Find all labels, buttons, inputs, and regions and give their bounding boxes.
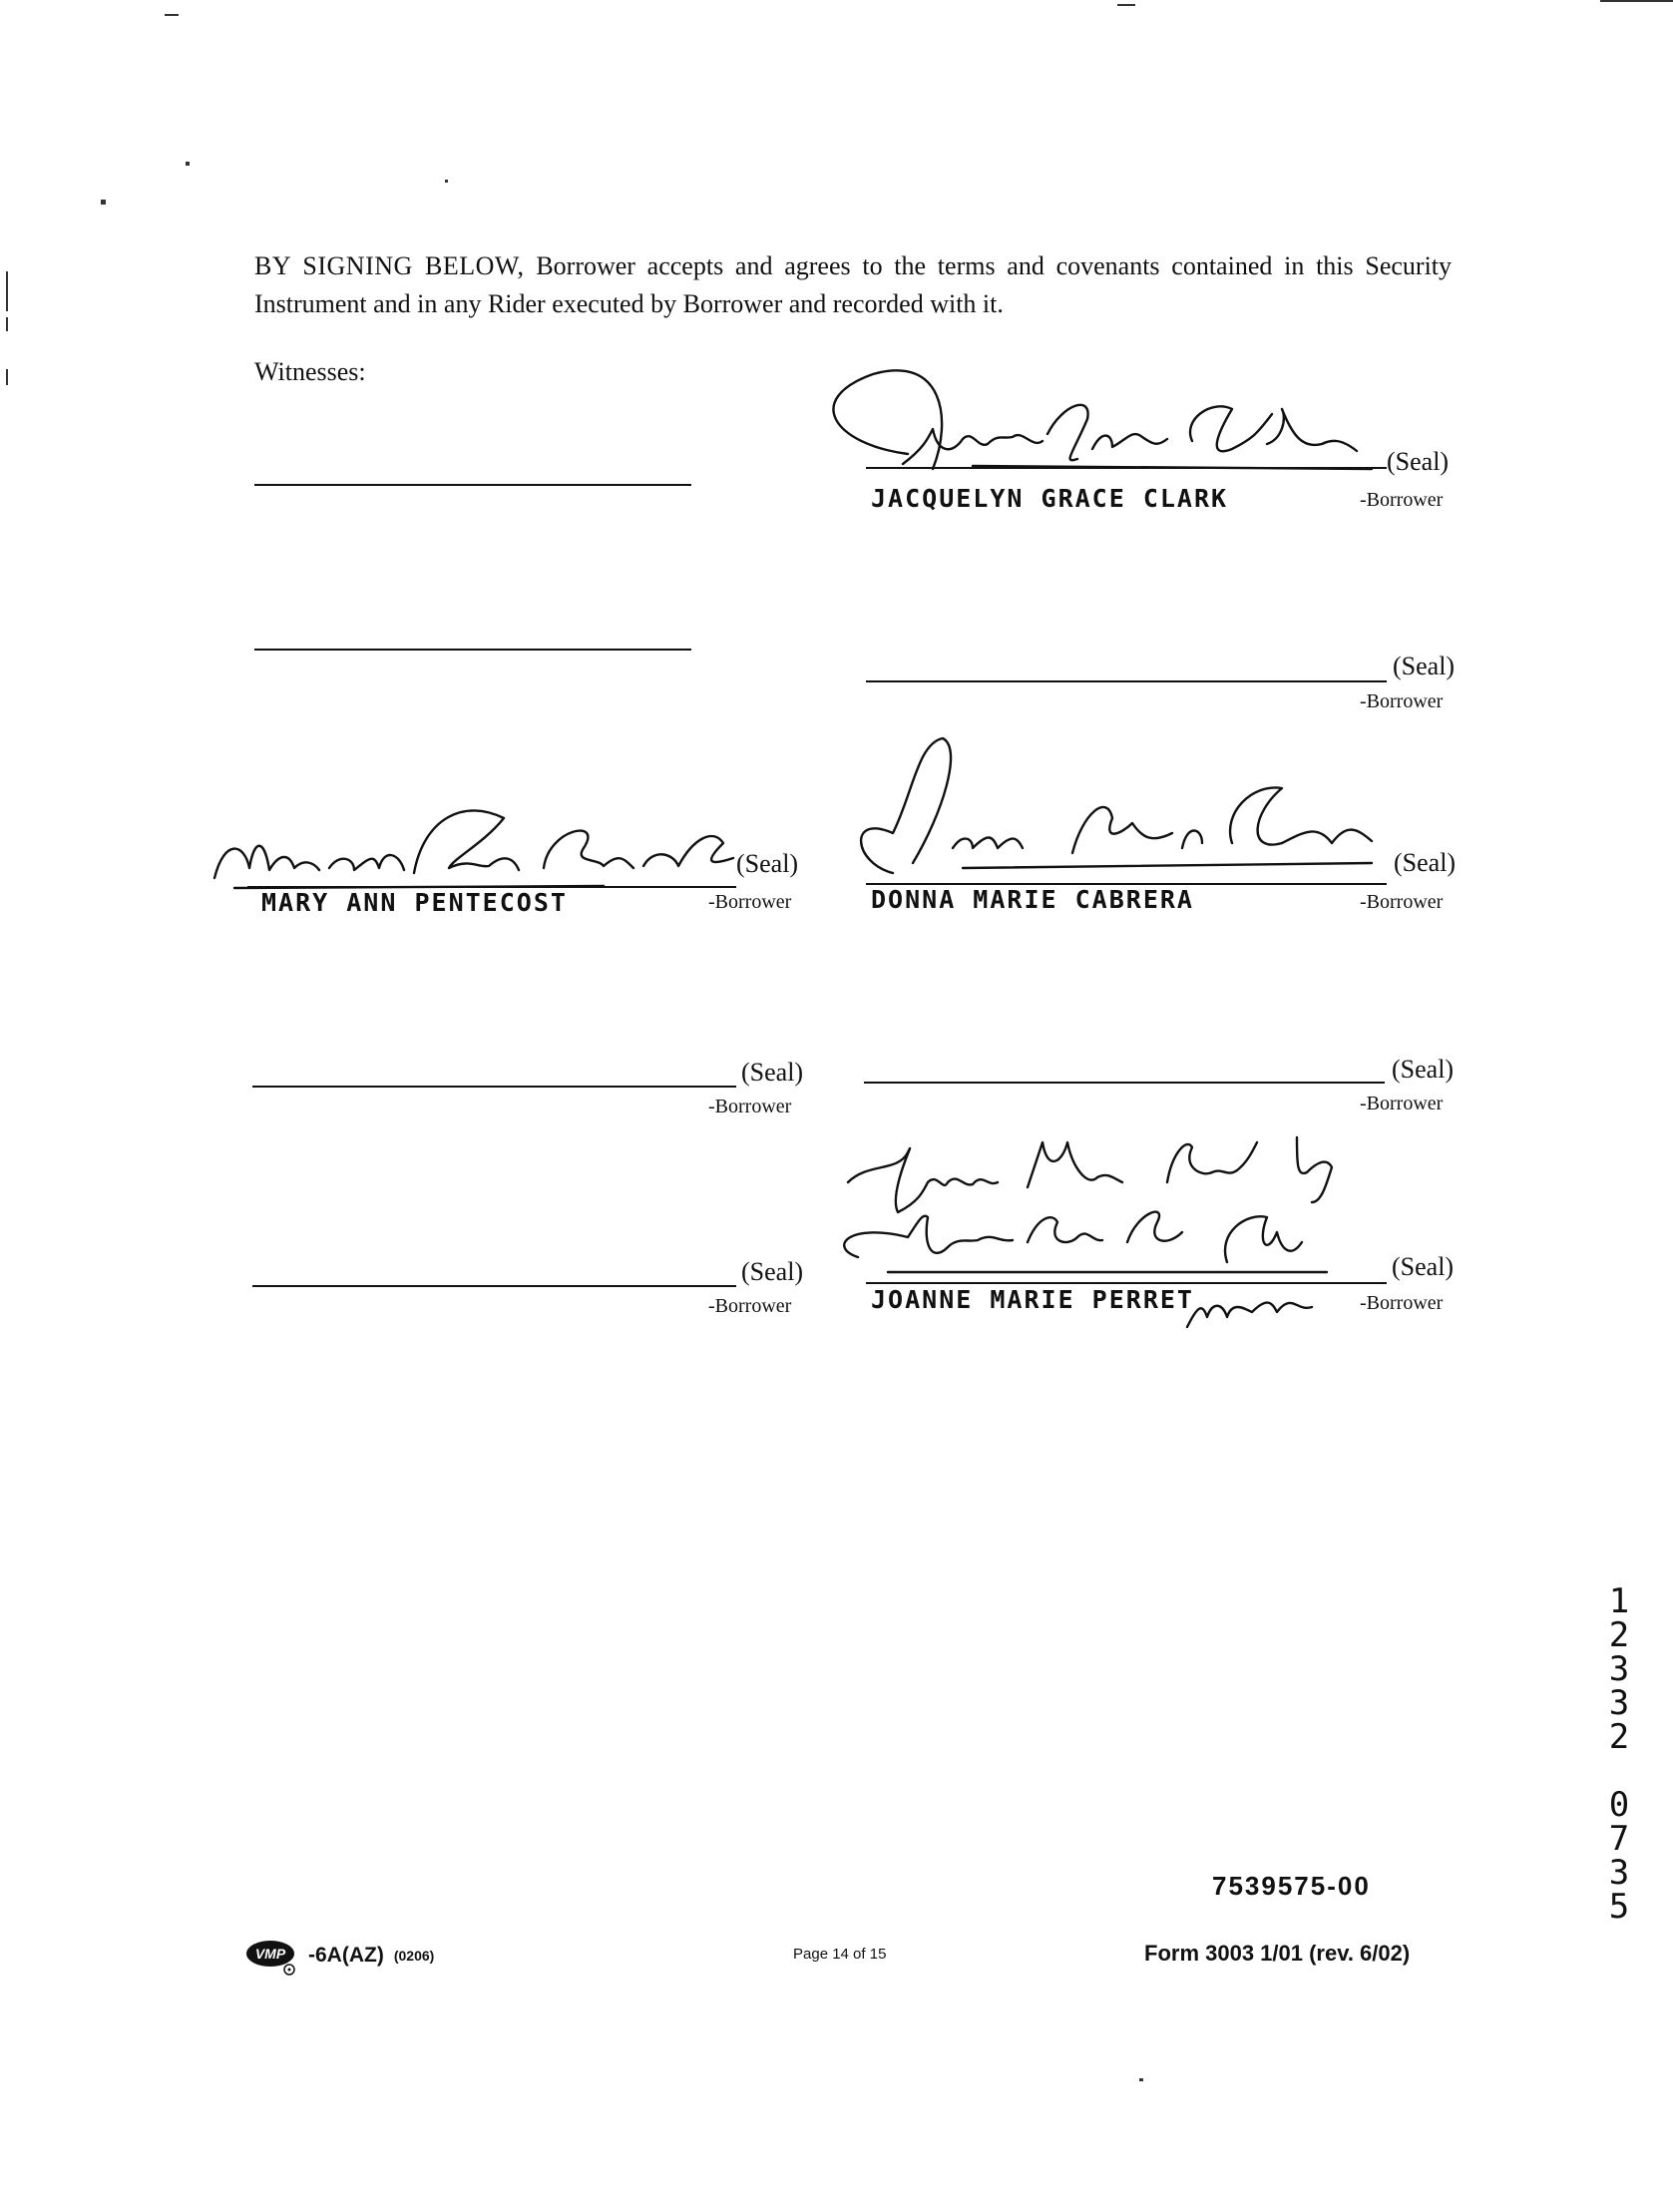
form-date-text: (0206) <box>393 1948 435 1964</box>
side-id-digit: 3 <box>1608 1683 1630 1723</box>
seal-label-blank-1: (Seal) <box>1393 652 1456 680</box>
signature-line-blank-3 <box>864 1082 1385 1084</box>
borrower-label-donna: -Borrower <box>1360 891 1444 913</box>
borrower-label-jacquelyn: -Borrower <box>1360 489 1444 511</box>
side-id-digit: 2 <box>1608 1717 1630 1757</box>
scan-speck <box>1139 2078 1143 2081</box>
vmp-logo-icon <box>244 1936 304 1976</box>
scan-speck <box>1600 0 1673 2</box>
printed-name-joanne: JOANNE MARIE PERRET <box>871 1285 1194 1314</box>
side-id-gap <box>1599 1754 1639 1788</box>
document-number: 7539575-00 <box>1212 1871 1371 1901</box>
footer-form-code <box>244 1936 434 1976</box>
signing-paragraph <box>254 247 1452 323</box>
seal-label-blank-2: (Seal) <box>741 1058 804 1087</box>
side-id-digit: 0 <box>1608 1785 1630 1825</box>
seal-label-blank-3: (Seal) <box>1392 1055 1455 1084</box>
borrower-label-blank-4: -Borrower <box>708 1295 792 1317</box>
signature-line-blank-4 <box>252 1285 736 1287</box>
page-number: Page 14 of 15 <box>793 1946 887 1963</box>
side-id-digit: 3 <box>1608 1649 1630 1689</box>
side-id-digit: 3 <box>1608 1853 1630 1893</box>
seal-label-donna: (Seal) <box>1394 848 1457 877</box>
witness-line-2 <box>254 649 691 651</box>
scan-speck <box>186 162 190 166</box>
witnesses-label: Witnesses: <box>254 357 366 386</box>
scan-speck <box>6 317 8 331</box>
seal-label-joanne: (Seal) <box>1392 1252 1455 1281</box>
scan-speck <box>6 369 8 385</box>
signature-line-jacquelyn <box>866 467 1387 469</box>
seal-label-blank-4: (Seal) <box>741 1257 804 1286</box>
side-id-digit: 7 <box>1608 1819 1630 1859</box>
printed-name-jacquelyn: JACQUELYN GRACE CLARK <box>871 484 1229 513</box>
signature-line-blank-2 <box>252 1086 736 1088</box>
scan-speck <box>101 200 106 205</box>
seal-label-mary: (Seal) <box>736 849 799 878</box>
scan-speck <box>165 14 179 16</box>
signature-line-joanne <box>866 1282 1387 1284</box>
side-id-number <box>1599 1581 1639 1927</box>
donna-signature <box>853 723 1412 893</box>
signature-line-blank-1 <box>866 680 1387 682</box>
printed-name-donna: DONNA MARIE CABRERA <box>871 885 1194 914</box>
borrower-label-mary: -Borrower <box>708 891 792 913</box>
signing-paragraph-text: Borrower accepts and agrees to the terms and covenants contained in this Security Instrument and in any Rider executed by Borrower and recorded with it. <box>254 251 1453 318</box>
scan-speck <box>6 271 8 311</box>
printed-name-mary: MARY ANN PENTECOST <box>261 888 568 917</box>
form-code-text: -6A(AZ) <box>308 1944 384 1967</box>
borrower-label-blank-1: -Borrower <box>1360 690 1444 712</box>
seal-label-jacquelyn: (Seal) <box>1387 447 1450 476</box>
side-id-digit: 1 <box>1608 1581 1630 1621</box>
borrower-label-blank-3: -Borrower <box>1360 1093 1444 1114</box>
form-revision: Form 3003 1/01 (rev. 6/02) <box>1144 1941 1411 1966</box>
scan-speck <box>1117 4 1135 6</box>
side-id-digit: 2 <box>1608 1615 1630 1655</box>
witness-line-1 <box>254 484 691 486</box>
borrower-label-joanne: -Borrower <box>1360 1292 1444 1314</box>
side-id-digit: 5 <box>1608 1887 1630 1927</box>
signing-paragraph-lead: BY SIGNING BELOW, <box>254 251 525 280</box>
scan-speck <box>445 180 448 183</box>
borrower-label-blank-2: -Borrower <box>708 1096 792 1117</box>
svg-text:VMP: VMP <box>254 1946 286 1962</box>
